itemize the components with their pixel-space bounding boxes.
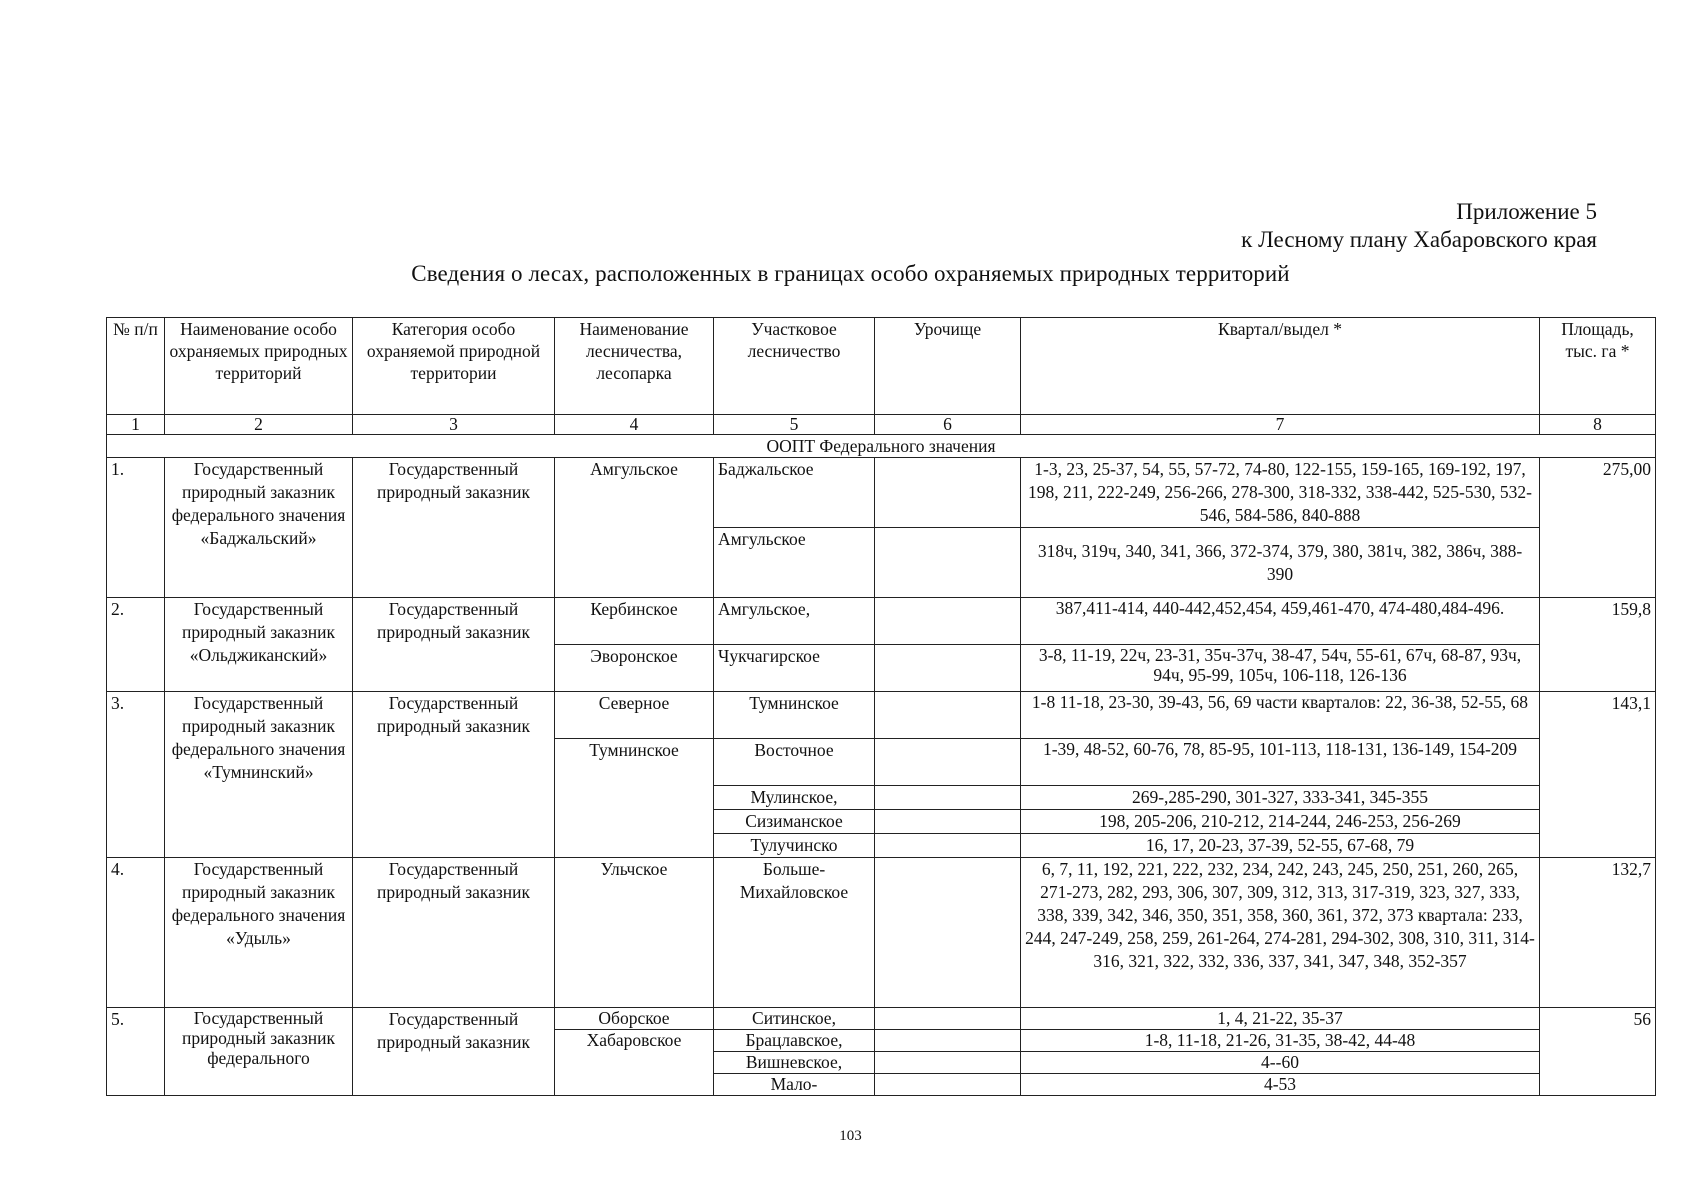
column-number: 2 — [165, 415, 353, 435]
tract-cell — [875, 1052, 1021, 1074]
oopt-category: Государственный природный заказник — [353, 458, 555, 598]
document-title: Сведения о лесах, расположенных в границах особо охраняемых природных территорий — [411, 261, 1290, 286]
col-header-name: Наименование особо охраняемых природных территорий — [165, 318, 353, 415]
quarters-cell: 3-8, 11-19, 22ч, 23-31, 35ч-37ч, 38-47, 54ч, 55-61, 67ч, 68-87, 93ч, 94ч, 95-99, 105ч, 106-118, 126-136 — [1021, 645, 1540, 692]
quarters-cell: 16, 17, 20-23, 37-39, 52-55, 67-68, 79 — [1021, 834, 1540, 858]
forestry-name: Хабаровское — [555, 1030, 714, 1096]
table-row — [107, 598, 1656, 645]
tract-cell — [875, 528, 1021, 598]
forestry-name: Северное — [555, 692, 714, 739]
oopt-name: Государственный природный заказник федерального значения «Удыль» — [165, 858, 353, 1008]
column-number: 4 — [555, 415, 714, 435]
oopt-category: Государственный природный заказник — [353, 1008, 555, 1096]
col-header-sub-forestry: Участковое лесничество — [714, 318, 875, 415]
tract-cell — [875, 1008, 1021, 1030]
sub-forestry-name: Амгульское, — [714, 598, 875, 645]
section-row — [107, 435, 1656, 458]
sub-forestry-name: Мало- — [714, 1074, 875, 1096]
sub-forestry-name: Тумнинское — [714, 692, 875, 739]
tract-cell — [875, 786, 1021, 810]
forestry-name: Ульчское — [555, 858, 714, 1008]
sub-forestry-name: Тулучинско — [714, 834, 875, 858]
row-number: 5. — [107, 1008, 165, 1096]
quarters-cell: 198, 205-206, 210-212, 214-244, 246-253, 256-269 — [1021, 810, 1540, 834]
area-cell: 143,1 — [1540, 692, 1656, 858]
section-title: ООПТ Федерального значения — [107, 435, 1656, 458]
sub-forestry-name: Баджальское — [714, 458, 875, 528]
table-row — [107, 858, 1656, 1008]
col-header-num: № п/п — [107, 318, 165, 415]
oopt-category: Государственный природный заказник — [353, 858, 555, 1008]
column-number: 8 — [1540, 415, 1656, 435]
column-number: 7 — [1021, 415, 1540, 435]
quarters-cell: 387,411-414, 440-442,452,454, 459,461-470, 474-480,484-496. — [1021, 598, 1540, 645]
sub-forestry-name: Ситинское, — [714, 1008, 875, 1030]
area-cell: 159,8 — [1540, 598, 1656, 692]
forestry-name: Кербинское — [555, 598, 714, 645]
quarters-cell: 1-3, 23, 25-37, 54, 55, 57-72, 74-80, 122-155, 159-165, 169-192, 197, 198, 211, 222-249, 256-266, 278-300, 318-332, 338-442, 525-530, 532-546, 584-586, 840-888 — [1021, 458, 1540, 528]
sub-forestry-name: Амгульское — [714, 528, 875, 598]
row-number: 1. — [107, 458, 165, 598]
area-cell: 275,00 — [1540, 458, 1656, 598]
column-numbers-row — [107, 415, 1656, 435]
sub-forestry-name: Больше-Михайловское — [714, 858, 875, 1008]
table-row — [107, 458, 1656, 528]
quarters-cell: 1-8 11-18, 23-30, 39-43, 56, 69 части кварталов: 22, 36-38, 52-55, 68 — [1021, 692, 1540, 739]
col-header-forestry: Наименование лесничества, лесопарка — [555, 318, 714, 415]
tract-cell — [875, 458, 1021, 528]
area-cell: 132,7 — [1540, 858, 1656, 1008]
oopt-name: Государственный природный заказник федерального значения «Баджальский» — [165, 458, 353, 598]
appendix-line-2: к Лесному плану Хабаровского края — [1241, 227, 1597, 252]
area-cell: 56 — [1540, 1008, 1656, 1096]
forestry-name: Амгульское — [555, 458, 714, 598]
column-number: 1 — [107, 415, 165, 435]
tract-cell — [875, 598, 1021, 645]
quarters-cell: 318ч, 319ч, 340, 341, 366, 372-374, 379, 380, 381ч, 382, 386ч, 388-390 — [1021, 528, 1540, 598]
row-number: 4. — [107, 858, 165, 1008]
col-header-quarters: Квартал/выдел * — [1021, 318, 1540, 415]
oopt-category: Государственный природный заказник — [353, 598, 555, 692]
table-row — [107, 1008, 1656, 1030]
sub-forestry-name: Вишневское, — [714, 1052, 875, 1074]
forestry-name: Тумнинское — [555, 739, 714, 858]
tract-cell — [875, 739, 1021, 786]
quarters-cell: 269-,285-290, 301-327, 333-341, 345-355 — [1021, 786, 1540, 810]
appendix-header — [1241, 198, 1597, 254]
tract-cell — [875, 645, 1021, 692]
col-header-tract: Урочище — [875, 318, 1021, 415]
oopt-name: Государственный природный заказник федерального значения «Тумнинский» — [165, 692, 353, 858]
sub-forestry-name: Брацлавское, — [714, 1030, 875, 1052]
sub-forestry-name: Восточное — [714, 739, 875, 786]
forestry-name: Эворонское — [555, 645, 714, 692]
quarters-cell: 4-53 — [1021, 1074, 1540, 1096]
forest-oopt-table — [106, 317, 1656, 1096]
column-number: 6 — [875, 415, 1021, 435]
row-number: 3. — [107, 692, 165, 858]
oopt-name: Государственный природный заказник «Ольджиканский» — [165, 598, 353, 692]
quarters-cell: 1-39, 48-52, 60-76, 78, 85-95, 101-113, 118-131, 136-149, 154-209 — [1021, 739, 1540, 786]
col-header-area: Площадь, тыс. га * — [1540, 318, 1656, 415]
quarters-cell: 1, 4, 21-22, 35-37 — [1021, 1008, 1540, 1030]
tract-cell — [875, 1030, 1021, 1052]
row-number: 2. — [107, 598, 165, 692]
tract-cell — [875, 1074, 1021, 1096]
tract-cell — [875, 692, 1021, 739]
tract-cell — [875, 810, 1021, 834]
sub-forestry-name: Чукчагирское — [714, 645, 875, 692]
table-header-row — [107, 318, 1656, 415]
page-number: 103 — [839, 1128, 862, 1144]
column-number: 5 — [714, 415, 875, 435]
appendix-line-1: Приложение 5 — [1456, 199, 1597, 224]
oopt-name: Государственный природный заказник федерального — [165, 1008, 353, 1096]
quarters-cell: 4--60 — [1021, 1052, 1540, 1074]
forestry-name: Оборское — [555, 1008, 714, 1030]
table-row — [107, 692, 1656, 739]
tract-cell — [875, 834, 1021, 858]
column-number: 3 — [353, 415, 555, 435]
sub-forestry-name: Мулинское, — [714, 786, 875, 810]
tract-cell — [875, 858, 1021, 1008]
quarters-cell: 6, 7, 11, 192, 221, 222, 232, 234, 242, 243, 245, 250, 251, 260, 265, 271-273, 282, 293, 306, 307, 309, 312, 313, 317-319, 323, 327, 333, 338, 339, 342, 346, 350, 351, 358, 360, 361, 372, 373 квартала: 233, 244, 247-249, 258, 259, 261-264, 274-281, 294-302, 308, 310, 311, 314-316, 321, 322, 332, 336, 337, 341, 347, 348, 352-357 — [1021, 858, 1540, 1008]
col-header-category: Категория особо охраняемой природной территории — [353, 318, 555, 415]
sub-forestry-name: Сизиманское — [714, 810, 875, 834]
quarters-cell: 1-8, 11-18, 21-26, 31-35, 38-42, 44-48 — [1021, 1030, 1540, 1052]
oopt-category: Государственный природный заказник — [353, 692, 555, 858]
